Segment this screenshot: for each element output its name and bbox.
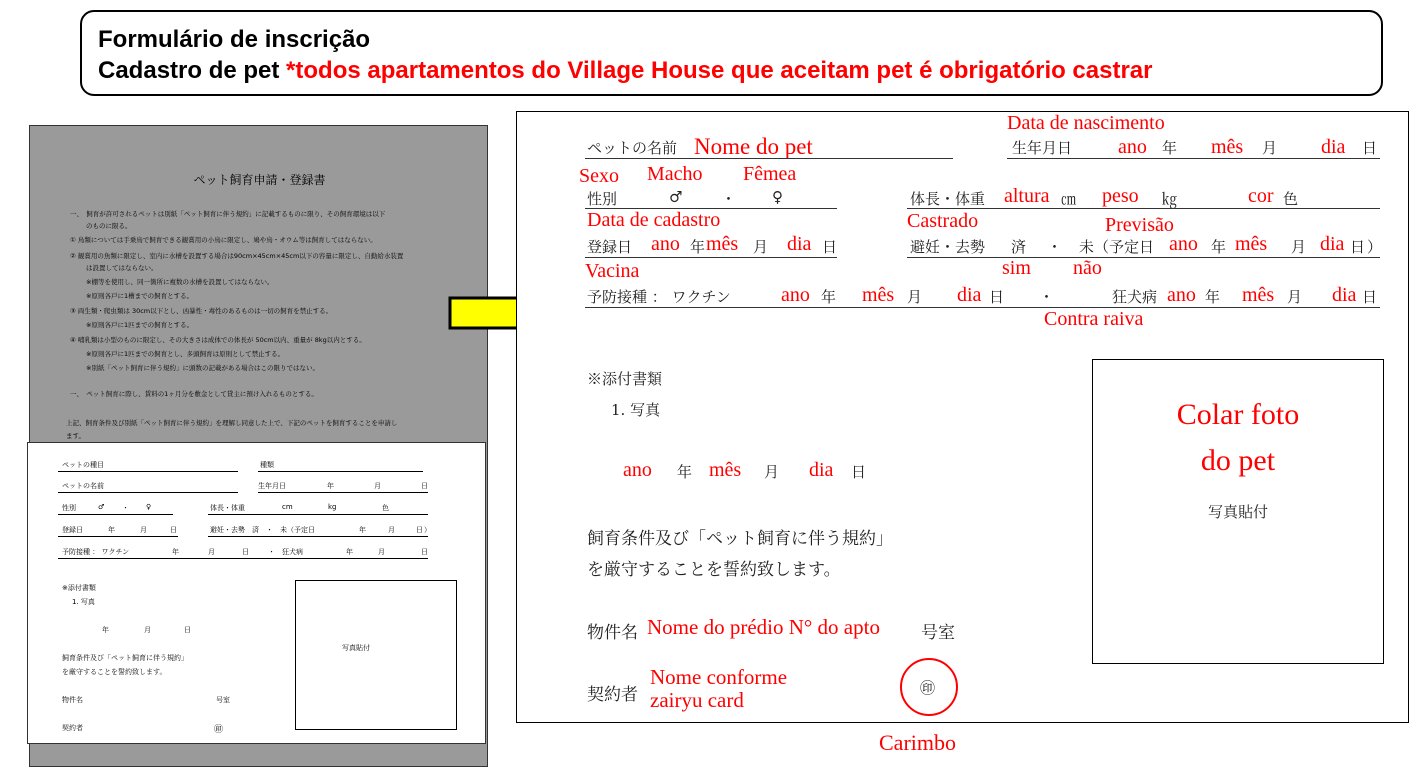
reg-month-jp: 月: [753, 238, 769, 256]
rab-year-pt: ano: [1167, 284, 1196, 306]
birth-year-jp: 年: [1162, 139, 1178, 157]
label-birth-pt: Data de nascimento: [1007, 112, 1165, 134]
reg-year-jp: 年: [690, 238, 706, 256]
thumb-vac-day: 日: [242, 548, 249, 556]
thumb-size: 体長・体重: [210, 504, 245, 512]
photo-box: [1092, 359, 1384, 664]
translated-form: [516, 111, 1409, 723]
label-stamp-pt: Carimbo: [879, 730, 956, 755]
header-subtitle-black: Cadastro de pet: [98, 57, 287, 84]
rab-month-jp: 月: [1287, 288, 1303, 306]
photo-label-jp: 写真貼付: [1207, 503, 1268, 521]
thumb-agree-1: 飼育条件及び「ペット飼育に伴う規約」: [62, 654, 188, 662]
thumb-attach: ※添付書類: [62, 584, 96, 592]
original-form-lower-section: [27, 442, 486, 744]
vac-month-pt: mês: [862, 284, 895, 306]
thumb-neuter-day: 日: [416, 526, 423, 534]
thumb-seal: ㊞: [214, 725, 224, 735]
thumb-att-year: 年: [102, 626, 109, 634]
birth-month-pt: mês: [1211, 136, 1244, 158]
thumb-agree-2: を厳守することを誓約致します。: [62, 668, 167, 676]
thumb-rabies: ・ 狂犬病: [268, 548, 303, 556]
vac-year-jp: 年: [821, 288, 837, 306]
rule-line: 上記、飼育条件及び別紙「ペット飼育に伴う規約」を理解し同意した上で、下記のペットを飼育することを申請し: [66, 419, 398, 427]
thumb-rab-month: 月: [378, 548, 385, 556]
rule-line: ① 鳥類については手乗鳥で飼育できる観賞用の小鳥に限定し、鳩や鳥・オウム等は飼育してはならない。: [70, 236, 377, 244]
thumb-day: 日: [421, 482, 428, 490]
rule-line: ※別紙「ペット飼育に伴う規約」に頭数の記載がある場合はこの限りではない。: [86, 364, 319, 372]
label-rabies-pt: Contra raiva: [1044, 308, 1144, 330]
vac-month-jp: 月: [907, 288, 923, 306]
thumb-birth: 生年月日: [258, 482, 286, 490]
label-room-jp: 号室: [921, 623, 955, 643]
label-rabies-jp: 狂犬病: [1112, 288, 1158, 306]
label-size-jp: 体長・体重: [910, 190, 986, 208]
att-month-jp: 月: [764, 463, 780, 481]
photo-label-pt-2: do pet: [1200, 444, 1276, 477]
thumb-cm: cm: [282, 503, 293, 511]
label-vaccine-jp: 予防接種 ： ワクチン: [587, 288, 731, 306]
thumb-neuter-month: 月: [388, 526, 395, 534]
female-symbol: ♀: [772, 188, 783, 206]
att-month-pt: mês: [709, 459, 742, 481]
thumb-photo-item: 1. 写真: [72, 598, 95, 606]
thumb-reg-month: 月: [140, 526, 147, 534]
rule-line: ※原則各戸に1槽までの飼育とする。: [86, 292, 194, 300]
kg-jp: ㎏: [1162, 190, 1178, 208]
thumb-pet-type: ペットの種目: [62, 461, 104, 469]
label-photo-item-jp: 1. 写真: [611, 401, 661, 419]
label-pet-name-jp: ペットの名前: [587, 139, 678, 157]
thumb-property: 物件名: [62, 696, 83, 704]
vac-year-pt: ano: [781, 284, 810, 306]
rab-year-jp: 年: [1205, 288, 1221, 306]
cm-jp: ㎝: [1061, 190, 1077, 208]
neuter-month-pt: mês: [1235, 233, 1268, 255]
thumb-breed: 種類: [260, 461, 274, 469]
label-reg-pt: Data de cadastro: [587, 209, 721, 231]
neuter-notyet-jp: 未（予定日: [1079, 238, 1155, 256]
thumb-sex: 性別: [62, 504, 76, 512]
neuter-yes-pt: sim: [1002, 257, 1031, 279]
label-contractor-jp: 契約者: [587, 685, 638, 705]
label-reg-jp: 登録日: [587, 238, 633, 256]
header-box: [80, 10, 1383, 96]
birth-month-jp: 月: [1262, 139, 1278, 157]
reg-year-pt: ano: [651, 233, 680, 255]
thumb-reg-day: 日: [170, 526, 177, 534]
photo-label-pt-1: Colar foto: [1176, 398, 1300, 431]
rule-line: ④ 哺乳類は小型のものに限定し、その大きさは成体での体長が 50cm以内、重量が 8kg以内とする。: [70, 336, 366, 344]
reg-day-jp: 日: [822, 238, 838, 256]
label-contractor-pt-1: Nome conforme: [650, 665, 788, 689]
label-birth-jp: 生年月日: [1012, 139, 1073, 157]
rule-line: ※原則各戸に1匹までの飼育とする。: [86, 321, 194, 329]
color-pt: cor: [1248, 185, 1274, 207]
neuter-month-jp: 月: [1291, 238, 1307, 256]
neuter-year-jp: 年: [1211, 238, 1227, 256]
thumb-photo-label: 写真貼付: [342, 644, 370, 652]
label-sex-jp: 性別: [587, 190, 618, 208]
neuter-no-pt: não: [1073, 257, 1102, 279]
neuter-year-pt: ano: [1169, 233, 1198, 255]
rule-line: のものに限る。: [86, 222, 132, 230]
thumb-vac-month: 月: [208, 548, 215, 556]
agreement-line-1: 飼育条件及び「ペット飼育に伴う規約」: [587, 529, 893, 549]
label-forecast-pt: Previsão: [1105, 214, 1174, 236]
thumb-dot: ・: [122, 504, 129, 512]
birth-day-jp: 日: [1362, 139, 1378, 157]
neuter-day-pt: dia: [1320, 233, 1345, 255]
header-subtitle: [98, 55, 1381, 86]
thumb-vac-year: 年: [172, 548, 179, 556]
thumb-room: 号室: [216, 696, 230, 704]
label-sex-pt: Sexo: [579, 165, 619, 187]
thumb-att-month: 月: [144, 626, 151, 634]
rule-line: ③ 両生類・爬虫類は 30cm以下とし、凶暴性・毒性のあるものは一切の飼育を禁止する。: [70, 307, 333, 315]
vac-day-jp: 日: [989, 288, 1005, 306]
reg-day-pt: dia: [787, 233, 812, 255]
att-day-jp: 日: [851, 463, 867, 481]
label-attachments-jp: ※添付書類: [587, 370, 663, 388]
att-year-jp: 年: [677, 463, 693, 481]
label-male-pt: Macho: [647, 163, 703, 185]
thumb-reg-year: 年: [108, 526, 115, 534]
thumb-photo-box: [295, 580, 457, 730]
header-title: Formulário de inscrição: [98, 26, 371, 53]
thumb-vaccine: 予防接種 ： ワクチン: [62, 548, 130, 556]
thumb-female: ♀: [146, 503, 152, 511]
color-jp: 色: [1283, 190, 1299, 208]
height-pt: altura: [1004, 185, 1050, 207]
birth-day-pt: dia: [1321, 136, 1346, 158]
agreement-line-2: を厳守することを誓約致します。: [587, 560, 841, 580]
rule-line: 一、 ペット飼育に際し、賃料の1ヶ月分を敷金として貸主に預け入れるものとする。: [70, 390, 318, 398]
vaccine-dot: ・: [1039, 288, 1055, 306]
thumb-reg: 登録日: [62, 526, 83, 534]
label-neuter-jp: 避妊・去勢: [910, 238, 986, 256]
neuter-close-jp: ）: [1367, 238, 1383, 256]
att-year-pt: ano: [623, 459, 652, 481]
rule-line: は設置してはならない。: [86, 264, 158, 272]
thumb-att-day: 日: [184, 626, 191, 634]
thumb-month: 月: [374, 482, 381, 490]
thumb-male: ♂: [98, 503, 105, 511]
thumb-year: 年: [327, 482, 334, 490]
att-day-pt: dia: [809, 459, 834, 481]
vac-day-pt: dia: [957, 284, 982, 306]
rule-line: ※原則各戸に1匹までの飼育とし、多頭飼育は原則として禁止する。: [86, 350, 285, 358]
rule-line: 一、 飼育が許可されるペットは別紙「ペット飼育に伴う規約」に記載するものに限り、その飼育環境は以下: [70, 210, 386, 218]
sex-dot: ・: [721, 190, 737, 208]
thumb-kg: kg: [328, 503, 337, 511]
neuter-day-jp: 日: [1350, 238, 1366, 256]
birth-year-pt: ano: [1118, 136, 1147, 158]
thumbnail-title: ペット飼育申請・登録書: [193, 173, 326, 187]
header-subtitle-warning: *todos apartamentos do Village House que aceitam pet é obrigatório castrar: [286, 57, 1153, 84]
thumb-rab-year: 年: [346, 548, 353, 556]
label-female-pt: Fêmea: [743, 163, 797, 185]
thumb-neuter-year: 年: [359, 526, 366, 534]
weight-pt: peso: [1102, 185, 1139, 207]
label-contractor-pt-2: zairyu card: [650, 688, 744, 712]
label-pet-name-pt: Nome do pet: [694, 134, 813, 159]
seal-mark: ㊞: [920, 679, 936, 697]
neuter-dot: ・: [1047, 238, 1063, 256]
male-symbol: ♂: [669, 188, 683, 206]
label-property-jp: 物件名: [587, 623, 638, 643]
thumb-neuter: 避妊・去勢 済 ・ 未（予定日: [210, 526, 315, 534]
reg-month-pt: mês: [706, 233, 739, 255]
label-property-pt: Nome do prédio N° do apto: [647, 615, 880, 639]
thumb-contractor: 契約者: [62, 724, 83, 732]
thumb-pet-name: ペットの名前: [62, 482, 104, 490]
label-vaccine-pt: Vacina: [585, 260, 640, 282]
thumb-color: 色: [382, 504, 389, 512]
rab-day-jp: 日: [1362, 288, 1378, 306]
rule-line: ます。: [66, 432, 85, 440]
label-neutered-pt: Castrado: [907, 210, 979, 232]
thumb-neuter-close: ）: [424, 526, 431, 534]
rab-month-pt: mês: [1242, 284, 1275, 306]
neuter-done-jp: 済: [1011, 238, 1027, 256]
rule-line: ※棚等を使用し、同一箇所に複数の水槽を設置してはならない。: [86, 278, 274, 286]
rab-day-pt: dia: [1332, 284, 1357, 306]
thumb-rab-day: 日: [421, 548, 428, 556]
rule-line: ② 観賞用の魚類に限定し、室内に水槽を設置する場合は90cm×45cm×45cm以下の容量に限定し、自動給水装置: [70, 252, 404, 260]
